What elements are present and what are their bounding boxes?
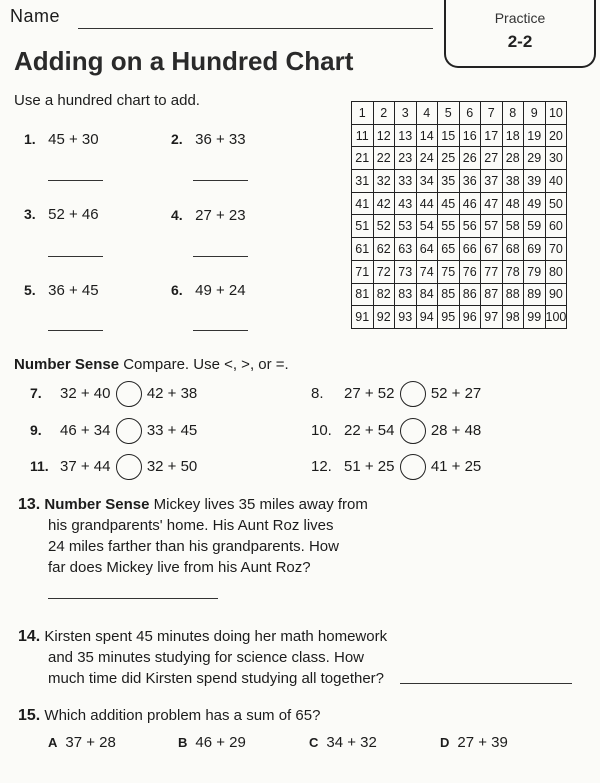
hundred-chart-cell: 62: [373, 238, 395, 261]
problem-5: [24, 282, 99, 300]
hundred-chart-cell: 69: [524, 238, 546, 261]
problem-4: [171, 207, 246, 225]
compare-right: 42 + 38: [146, 384, 198, 402]
hundred-chart-cell: 75: [438, 260, 460, 283]
hundred-chart-row: [352, 306, 567, 329]
hundred-chart-cell: 29: [524, 147, 546, 170]
problem-number: 10.: [311, 421, 332, 439]
practice-label: Practice: [494, 10, 546, 26]
instructions: Use a hundred chart to add.: [14, 92, 200, 109]
problem-number: 7.: [30, 384, 42, 401]
answer-line-3[interactable]: [48, 256, 103, 257]
choice-expression: 46 + 29: [195, 734, 246, 751]
problem-expression: 36 + 33: [195, 131, 246, 148]
hundred-chart-cell: 81: [352, 283, 374, 306]
problem-expression: 45 + 30: [48, 131, 99, 148]
hundred-chart-row: [352, 147, 567, 170]
compare-item-11: [30, 454, 197, 480]
problem-number: 3.: [24, 206, 36, 222]
hundred-chart: [351, 101, 567, 329]
answer-line-5[interactable]: [48, 330, 103, 331]
hundred-chart-cell: 47: [481, 192, 503, 215]
choice-letter: A: [48, 735, 58, 750]
hundred-chart-cell: 55: [438, 215, 460, 238]
question-13-line: his grandparents' home. His Aunt Roz lives: [48, 517, 334, 534]
hundred-chart-cell: 34: [416, 170, 438, 193]
problem-number: 11.: [30, 457, 49, 474]
hundred-chart-cell: 11: [352, 124, 374, 147]
hundred-chart-cell: 1: [352, 102, 374, 125]
hundred-chart-cell: 23: [395, 147, 417, 170]
hundred-chart-cell: 53: [395, 215, 417, 238]
hundred-chart-cell: 44: [416, 192, 438, 215]
hundred-chart-cell: 2: [373, 102, 395, 125]
hundred-chart-cell: 16: [459, 124, 481, 147]
hundred-chart-row: [352, 215, 567, 238]
choice-expression: 34 + 32: [326, 734, 377, 751]
hundred-chart-cell: 86: [459, 283, 481, 306]
hundred-chart-cell: 9: [524, 102, 546, 125]
hundred-chart-cell: 21: [352, 147, 374, 170]
name-label: Name: [10, 6, 61, 26]
problem-number: 6.: [171, 282, 183, 298]
question-13-line: far does Mickey live from his Aunt Roz?: [48, 559, 311, 576]
hundred-chart-row: [352, 238, 567, 261]
hundred-chart-cell: 13: [395, 124, 417, 147]
question-14-line: Kirsten spent 45 minutes doing her math homework: [44, 628, 388, 645]
hundred-chart-cell: 20: [545, 124, 567, 147]
hundred-chart-cell: 84: [416, 283, 438, 306]
hundred-chart-cell: 64: [416, 238, 438, 261]
hundred-chart-cell: 30: [545, 147, 567, 170]
problem-number: 2.: [171, 131, 183, 147]
hundred-chart-cell: 98: [502, 306, 524, 329]
hundred-chart-row: [352, 192, 567, 215]
choice-b[interactable]: [178, 734, 246, 751]
hundred-chart-cell: 82: [373, 283, 395, 306]
hundred-chart-cell: 28: [502, 147, 524, 170]
hundred-chart-cell: 27: [481, 147, 503, 170]
hundred-chart-cell: 100: [545, 306, 567, 329]
compare-left: 27 + 52: [344, 384, 395, 402]
choice-letter: D: [440, 735, 450, 750]
hundred-chart-cell: 40: [545, 170, 567, 193]
name-field[interactable]: [78, 28, 433, 29]
hundred-chart-cell: 97: [481, 306, 503, 329]
compare-left: 32 + 40: [60, 384, 111, 402]
hundred-chart-cell: 4: [416, 102, 438, 125]
hundred-chart-row: [352, 170, 567, 193]
hundred-chart-cell: 14: [416, 124, 438, 147]
problem-number: 4.: [171, 207, 183, 223]
hundred-chart-cell: 88: [502, 283, 524, 306]
hundred-chart-cell: 74: [416, 260, 438, 283]
hundred-chart-cell: 52: [373, 215, 395, 238]
answer-line-13[interactable]: [48, 598, 218, 599]
hundred-chart-cell: 72: [373, 260, 395, 283]
hundred-chart-cell: 5: [438, 102, 460, 125]
compare-left: 46 + 34: [60, 421, 111, 439]
hundred-chart-cell: 33: [395, 170, 417, 193]
hundred-chart-cell: 93: [395, 306, 417, 329]
hundred-chart-cell: 17: [481, 124, 503, 147]
hundred-chart-cell: 92: [373, 306, 395, 329]
hundred-chart-cell: 65: [438, 238, 460, 261]
hundred-chart-cell: 99: [524, 306, 546, 329]
hundred-chart-cell: 76: [459, 260, 481, 283]
hundred-chart-cell: 46: [459, 192, 481, 215]
compare-item-8: [311, 381, 481, 407]
problem-number: 12.: [311, 457, 332, 475]
hundred-chart-cell: 59: [524, 215, 546, 238]
hundred-chart-cell: 73: [395, 260, 417, 283]
hundred-chart-cell: 43: [395, 192, 417, 215]
problem-number: 8.: [311, 384, 324, 402]
hundred-chart-row: [352, 102, 567, 125]
hundred-chart-cell: 71: [352, 260, 374, 283]
problem-expression: 27 + 23: [195, 207, 246, 224]
problem-number: 15.: [18, 707, 41, 724]
compare-circle[interactable]: [116, 381, 142, 407]
hundred-chart-cell: 70: [545, 238, 567, 261]
page-title: Adding on a Hundred Chart: [14, 46, 354, 76]
hundred-chart-cell: 79: [524, 260, 546, 283]
hundred-chart-cell: 26: [459, 147, 481, 170]
problem-expression: 49 + 24: [195, 282, 246, 299]
problem-number: 5.: [24, 282, 36, 298]
hundred-chart-cell: 60: [545, 215, 567, 238]
hundred-chart-row: [352, 283, 567, 306]
practice-box: [444, 0, 596, 68]
hundred-chart-cell: 85: [438, 283, 460, 306]
compare-left: 22 + 54: [344, 421, 395, 439]
choice-d[interactable]: [440, 734, 508, 751]
choice-letter: C: [309, 735, 319, 750]
hundred-chart-cell: 24: [416, 147, 438, 170]
hundred-chart-cell: 95: [438, 306, 460, 329]
hundred-chart-cell: 3: [395, 102, 417, 125]
hundred-chart-cell: 22: [373, 147, 395, 170]
question-14: [18, 626, 578, 689]
hundred-chart-cell: 61: [352, 238, 374, 261]
question-13-line: Mickey lives 35 miles away from: [153, 496, 368, 513]
choice-expression: 37 + 28: [65, 734, 116, 751]
compare-left: 51 + 25: [344, 457, 395, 475]
hundred-chart-cell: 83: [395, 283, 417, 306]
hundred-chart-cell: 63: [395, 238, 417, 261]
answer-line-2[interactable]: [193, 180, 248, 181]
problem-expression: 36 + 45: [48, 282, 99, 299]
compare-right: 52 + 27: [430, 384, 482, 402]
compare-right: 41 + 25: [430, 457, 482, 475]
hundred-chart-cell: 94: [416, 306, 438, 329]
compare-right: 32 + 50: [146, 457, 198, 475]
hundred-chart-cell: 80: [545, 260, 567, 283]
problem-1: [24, 131, 99, 149]
hundred-chart-cell: 51: [352, 215, 374, 238]
compare-right: 28 + 48: [430, 421, 482, 439]
hundred-chart-cell: 66: [459, 238, 481, 261]
hundred-chart-cell: 35: [438, 170, 460, 193]
problem-number: 13.: [18, 496, 41, 513]
question-13-line: 24 miles farther than his grandparents. How: [48, 538, 339, 555]
hundred-chart-cell: 19: [524, 124, 546, 147]
hundred-chart-cell: 31: [352, 170, 374, 193]
compare-heading: [14, 356, 289, 373]
compare-circle[interactable]: [400, 454, 426, 480]
hundred-chart-cell: 56: [459, 215, 481, 238]
answer-line-1[interactable]: [48, 180, 103, 181]
problem-3: [24, 206, 99, 224]
hundred-chart-cell: 77: [481, 260, 503, 283]
practice-number: 2-2: [507, 32, 533, 51]
compare-heading-text: Compare. Use <, >, or =.: [123, 356, 289, 373]
compare-item-9: [30, 418, 197, 444]
hundred-chart-cell: 36: [459, 170, 481, 193]
question-14-line: much time did Kirsten spend studying all together?: [48, 670, 385, 687]
compare-item-12: [311, 454, 481, 480]
hundred-chart-cell: 89: [524, 283, 546, 306]
hundred-chart-cell: 49: [524, 192, 546, 215]
problem-expression: 52 + 46: [48, 206, 99, 223]
hundred-chart-cell: 87: [481, 283, 503, 306]
answer-line-4[interactable]: [193, 256, 248, 257]
choice-a[interactable]: [48, 734, 116, 751]
answer-line-14[interactable]: [400, 683, 572, 684]
hundred-chart-cell: 37: [481, 170, 503, 193]
hundred-chart-cell: 54: [416, 215, 438, 238]
hundred-chart-cell: 41: [352, 192, 374, 215]
hundred-chart-cell: 7: [481, 102, 503, 125]
hundred-chart-cell: 90: [545, 283, 567, 306]
compare-circle[interactable]: [116, 454, 142, 480]
hundred-chart-cell: 57: [481, 215, 503, 238]
hundred-chart-cell: 10: [545, 102, 567, 125]
hundred-chart-cell: 18: [502, 124, 524, 147]
hundred-chart-cell: 78: [502, 260, 524, 283]
compare-circle[interactable]: [116, 418, 142, 444]
hundred-chart-cell: 68: [502, 238, 524, 261]
hundred-chart-cell: 58: [502, 215, 524, 238]
hundred-chart-cell: 67: [481, 238, 503, 261]
hundred-chart-cell: 12: [373, 124, 395, 147]
hundred-chart-row: [352, 124, 567, 147]
question-13: [18, 494, 438, 578]
hundred-chart-cell: 42: [373, 192, 395, 215]
problem-2: [171, 131, 246, 149]
problem-number: 14.: [18, 628, 41, 645]
hundred-chart-cell: 25: [438, 147, 460, 170]
compare-item-10: [311, 418, 481, 444]
compare-right: 33 + 45: [146, 421, 198, 439]
hundred-chart-cell: 32: [373, 170, 395, 193]
hundred-chart-cell: 48: [502, 192, 524, 215]
problem-6: [171, 282, 246, 300]
answer-line-6[interactable]: [193, 330, 248, 331]
hundred-chart-cell: 39: [524, 170, 546, 193]
hundred-chart-cell: 50: [545, 192, 567, 215]
compare-circle[interactable]: [400, 381, 426, 407]
question-13-bold: Number Sense: [44, 496, 150, 513]
hundred-chart-cell: 6: [459, 102, 481, 125]
compare-heading-bold: Number Sense: [14, 356, 120, 373]
compare-left: 37 + 44: [60, 457, 111, 475]
choice-letter: B: [178, 735, 188, 750]
problem-number: 9.: [30, 421, 42, 438]
hundred-chart-cell: 38: [502, 170, 524, 193]
problem-number: 1.: [24, 131, 36, 147]
compare-item-7: [30, 381, 197, 407]
question-15: [18, 705, 320, 726]
hundred-chart-row: [352, 260, 567, 283]
choice-c[interactable]: [309, 734, 377, 751]
question-14-line: and 35 minutes studying for science class. How: [48, 649, 364, 666]
hundred-chart-cell: 8: [502, 102, 524, 125]
question-15-text: Which addition problem has a sum of 65?: [44, 707, 321, 724]
hundred-chart-cell: 15: [438, 124, 460, 147]
hundred-chart-cell: 96: [459, 306, 481, 329]
hundred-chart-cell: 45: [438, 192, 460, 215]
hundred-chart-cell: 91: [352, 306, 374, 329]
choice-expression: 27 + 39: [457, 734, 508, 751]
compare-circle[interactable]: [400, 418, 426, 444]
